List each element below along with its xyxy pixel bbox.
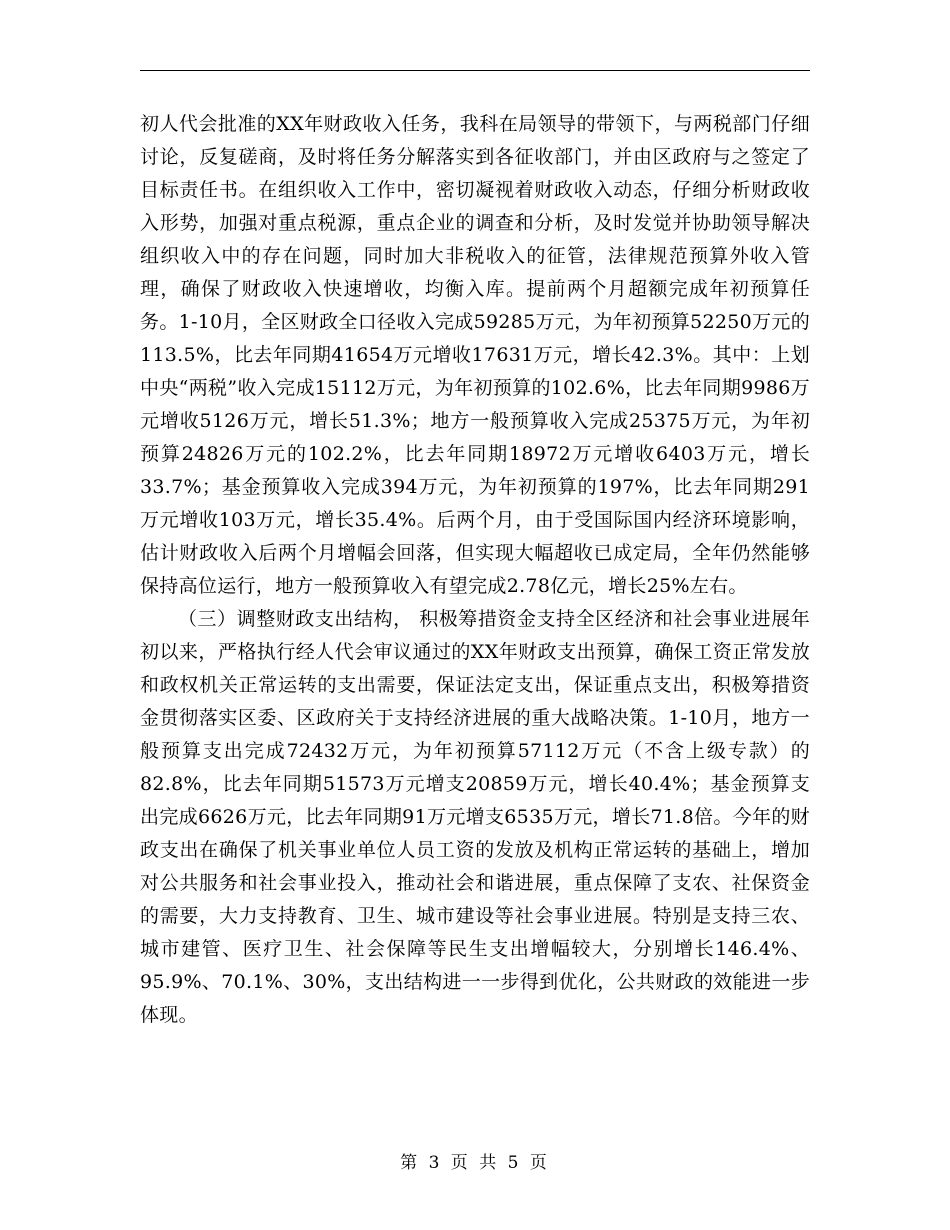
paragraph-revenue: 初人代会批准的XX年财政收入任务，我科在局领导的带领下，与两税部门仔细讨论，反复磋商，及时将任务分解落实到各征收部门，并由区政府与之签定了目标责任书。在组织收入工作中，密切凝视着财政收入动态，仔细分析财政收入形势，加强对重点税源，重点企业的调查和分析，及时发觉并协助领导解决组织收入中的存在问题，同时加大非税收入的征管，法律规范预算外收入管理，确保了财政收入快速增收，均衡入库。提前两个月超额完成年初预算任务。1-10月，全区财政全口径收入完成59285万元，为年初预算52250万元的113.5%，比去年同期41654万元增收17631万元，增长42.3%。其中：上划中央“两税”收入完成15112万元，为年初预算的102.6%，比去年同期9986万元增收5126万元，增长51.3%；地方一般预算收入完成25375万元，为年初预算24826万元的102.2%，比去年同期18972万元增收6403万元，增长33.7%；基金预算收入完成394万元，为年初预算的197%，比去年同期291万元增收103万元，增长35.4%。后两个月，由于受国际国内经济环境影响，估计财政收入后两个月增幅会回落，但实现大幅超收已成定局，全年仍然能够保持高位运行，地方一般预算收入有望完成2.78亿元，增长25%左右。: [140, 113, 810, 597]
document-body: [140, 108, 810, 1032]
header-rule: [140, 70, 810, 71]
page-number: 第 3 页 共 5 页: [400, 1153, 550, 1173]
paragraph-expenditure: （三）调整财政支出结构， 积极筹措资金支持全区经济和社会事业进展年初以来，严格执行经人代会审议通过的XX年财政支出预算，确保工资正常发放和政权机关正常运转的支出需要，保证法定支出，保证重点支出，积极筹措资金贯彻落实区委、区政府关于支持经济进展的重大战略决策。1-10月，地方一般预算支出完成72432万元，为年初预算57112万元（不含上级专款）的82.8%，比去年同期51573万元增支20859万元，增长40.4%；基金预算支出完成6626万元，比去年同期91万元增支6535万元，增长71.8倍。今年的财政支出在确保了机关事业单位人员工资的发放及机构正常运转的基础上，增加对公共服务和社会事业投入，推动社会和谐进展，重点保障了支农、社保资金的需要，大力支持教育、卫生、城市建设等社会事业进展。特别是支持三农、城市建管、医疗卫生、社会保障等民生支出增幅较大，分别增长146.4%、95.9%、70.1%、30%，支出结构进一一步得到优化，公共财政的效能进一步体现。: [140, 608, 810, 1026]
